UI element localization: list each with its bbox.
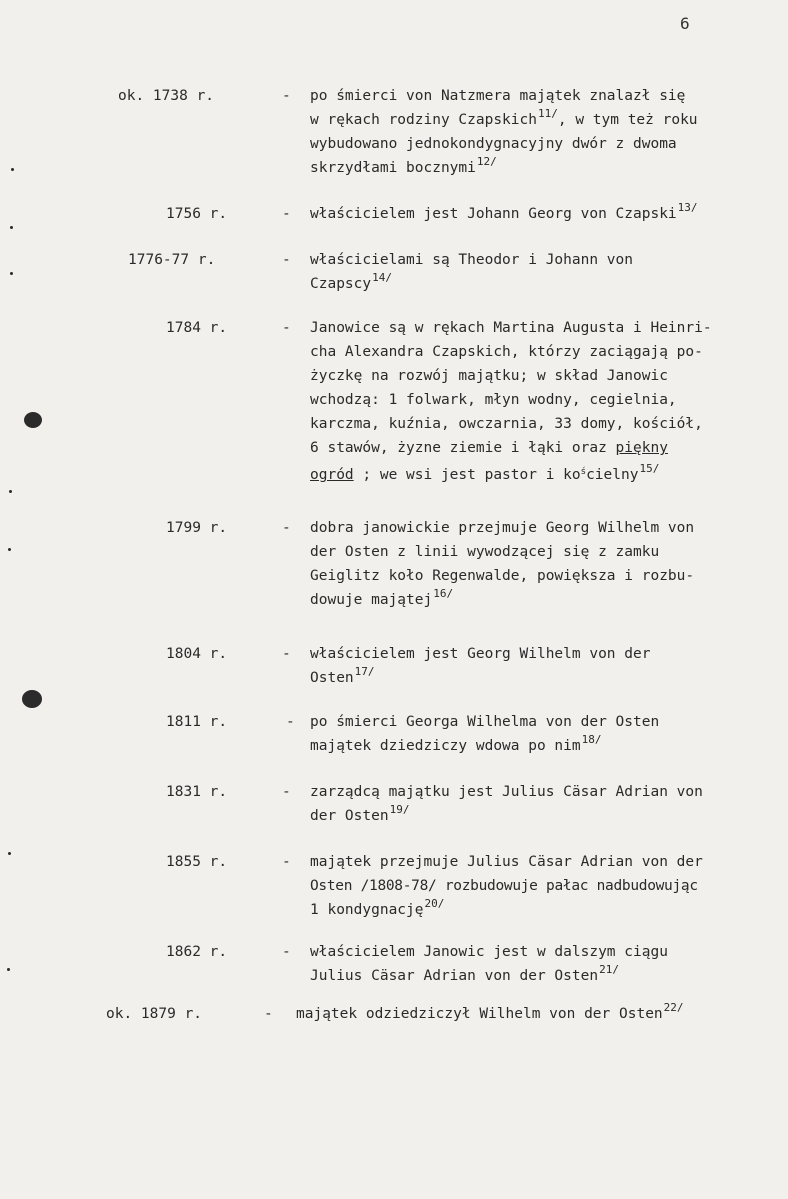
- entry-text: [310, 316, 785, 487]
- entry-text: [310, 940, 780, 988]
- footnote-ref: 16/: [433, 587, 454, 600]
- footnote-ref: 14/: [372, 271, 392, 284]
- entry-line: właścicielami są Theodor i Johann von: [310, 252, 634, 268]
- entry-line: właścicielem Janowic jest w dalszym ciągu: [310, 944, 668, 960]
- entry-date: 1756 r.: [166, 206, 228, 222]
- entry-line: wchodzą: 1 folwark, młyn wodny, cegielnia,: [310, 392, 677, 408]
- footnote-ref: 21/: [599, 963, 619, 976]
- entry-line: wybudowano jednokondygnacyjny dwór z dwoma: [310, 136, 677, 152]
- underlined-phrase: ogród: [310, 467, 354, 483]
- margin-speck: [8, 852, 11, 855]
- entry-line: właścicielem jest Georg Wilhelm von der: [310, 646, 651, 662]
- entry-text: [310, 516, 780, 612]
- entry-line: majątek przejmuje Julius Cäsar Adrian von der: [310, 854, 703, 870]
- entry-line: życzkę na rozwój majątku; w skład Janowic: [310, 368, 668, 384]
- entry-line: w rękach rodziny Czapskich$^{11/}$, w tym też roku: [310, 107, 698, 128]
- entry-line: Czapscy$^{14/}$: [310, 271, 392, 292]
- entry-line: der Osten$^{19/}$: [310, 803, 410, 824]
- entry-line: karczma, kuźnia, owczarnia, 33 domy, kościół,: [310, 416, 703, 432]
- entry-dash: -: [286, 714, 295, 730]
- entry-date: 1855 r.: [166, 854, 228, 870]
- footnote-ref: 15/: [639, 462, 660, 475]
- entry-dash: -: [282, 88, 291, 104]
- entry-date: ok. 1738 r.: [118, 88, 215, 104]
- punch-hole-mark: [22, 690, 42, 708]
- entry-dash: -: [282, 252, 291, 268]
- entry-date: 1811 r.: [166, 714, 228, 730]
- entry-line: 6 stawów, żyzne ziemie i łąki oraz piękny: [310, 440, 668, 456]
- margin-speck: [11, 168, 14, 171]
- entry-line: po śmierci von Natzmera majątek znalazł się: [310, 88, 686, 104]
- margin-speck: [7, 968, 10, 971]
- entry-text: [296, 1002, 776, 1026]
- entry-dash: -: [282, 520, 291, 536]
- entry-dash: -: [264, 1006, 273, 1022]
- footnote-ref: 19/: [389, 803, 410, 816]
- margin-speck: [10, 226, 13, 229]
- entry-dash: -: [282, 854, 291, 870]
- footnote-ref: 18/: [581, 733, 602, 746]
- entry-line: właścicielem jest Johann Georg von Czapski$^{13/}$: [310, 201, 698, 222]
- entry-date: 1776-77 r.: [128, 252, 216, 268]
- entry-date: ok. 1879 r.: [106, 1006, 203, 1022]
- underlined-phrase: piękny: [615, 440, 668, 456]
- entry-text: [310, 84, 780, 180]
- entry-text: [310, 248, 780, 296]
- entry-date: 1799 r.: [166, 520, 228, 536]
- entry-text: [310, 642, 780, 690]
- entry-dash: -: [282, 206, 291, 222]
- entry-line: ogród ; we wsi jest pastor i $ko^ścielny^{15/}$: [310, 462, 660, 483]
- entry-date: 1862 r.: [166, 944, 228, 960]
- margin-speck: [10, 272, 13, 275]
- entry-line: der Osten z linii wywodzącej się z zamku: [310, 544, 660, 560]
- footnote-ref: 20/: [424, 897, 445, 910]
- margin-speck: [9, 490, 12, 493]
- entry-line: dobra janowickie przejmuje Georg Wilhelm von: [310, 520, 695, 536]
- punch-hole-mark: [24, 412, 42, 428]
- entry-dash: -: [282, 944, 291, 960]
- footnote-ref: 13/: [677, 201, 698, 214]
- entry-line: skrzydłami bocznymi$^{12/}$: [310, 155, 497, 176]
- entry-dash: -: [282, 320, 291, 336]
- entry-line: dowuje majątej$^{16/}$: [310, 587, 454, 608]
- footnote-ref: 11/: [537, 107, 558, 120]
- entry-line: cha Alexandra Czapskich, którzy zaciągają po-: [310, 344, 703, 360]
- entry-date: 1804 r.: [166, 646, 228, 662]
- entry-line: Julius Cäsar Adrian von der Osten$^{21/}$: [310, 963, 619, 984]
- entry-text: [310, 710, 780, 758]
- footnote-ref: 17/: [354, 665, 375, 678]
- margin-speck: [8, 548, 11, 551]
- entry-text: [310, 780, 780, 828]
- overstrike-char: ś: [580, 467, 587, 477]
- entry-line: 1 kondygnację$^{20/}$: [310, 897, 445, 918]
- entry-line: Geiglitz koło Regenwalde, powiększa i rozbu-: [310, 568, 695, 584]
- page-number: 6: [680, 14, 690, 33]
- footnote-ref: 22/: [663, 1001, 684, 1014]
- entry-line: majątek odziedziczył Wilhelm von der Osten$^{22/}$: [296, 1001, 684, 1022]
- entry-date: 1831 r.: [166, 784, 228, 800]
- entry-line: po śmierci Georga Wilhelma von der Osten: [310, 714, 660, 730]
- entry-line: majątek dziedziczy wdowa po nim$^{18/}$: [310, 733, 602, 754]
- entry-dash: -: [282, 646, 291, 662]
- entry-line: Osten /1808-78/ rozbudowuje pałac nadbudowując: [310, 878, 698, 894]
- entry-line: zarządcą majątku jest Julius Cäsar Adrian von: [310, 784, 703, 800]
- entry-line: Osten$^{17/}$: [310, 665, 375, 686]
- entry-date: 1784 r.: [166, 320, 228, 336]
- footnote-ref: 12/: [476, 155, 497, 168]
- entry-dash: -: [282, 784, 291, 800]
- entry-line: Janowice są w rękach Martina Augusta i Heinri-: [310, 320, 712, 336]
- entry-text: [310, 850, 786, 922]
- entry-text: [310, 202, 780, 226]
